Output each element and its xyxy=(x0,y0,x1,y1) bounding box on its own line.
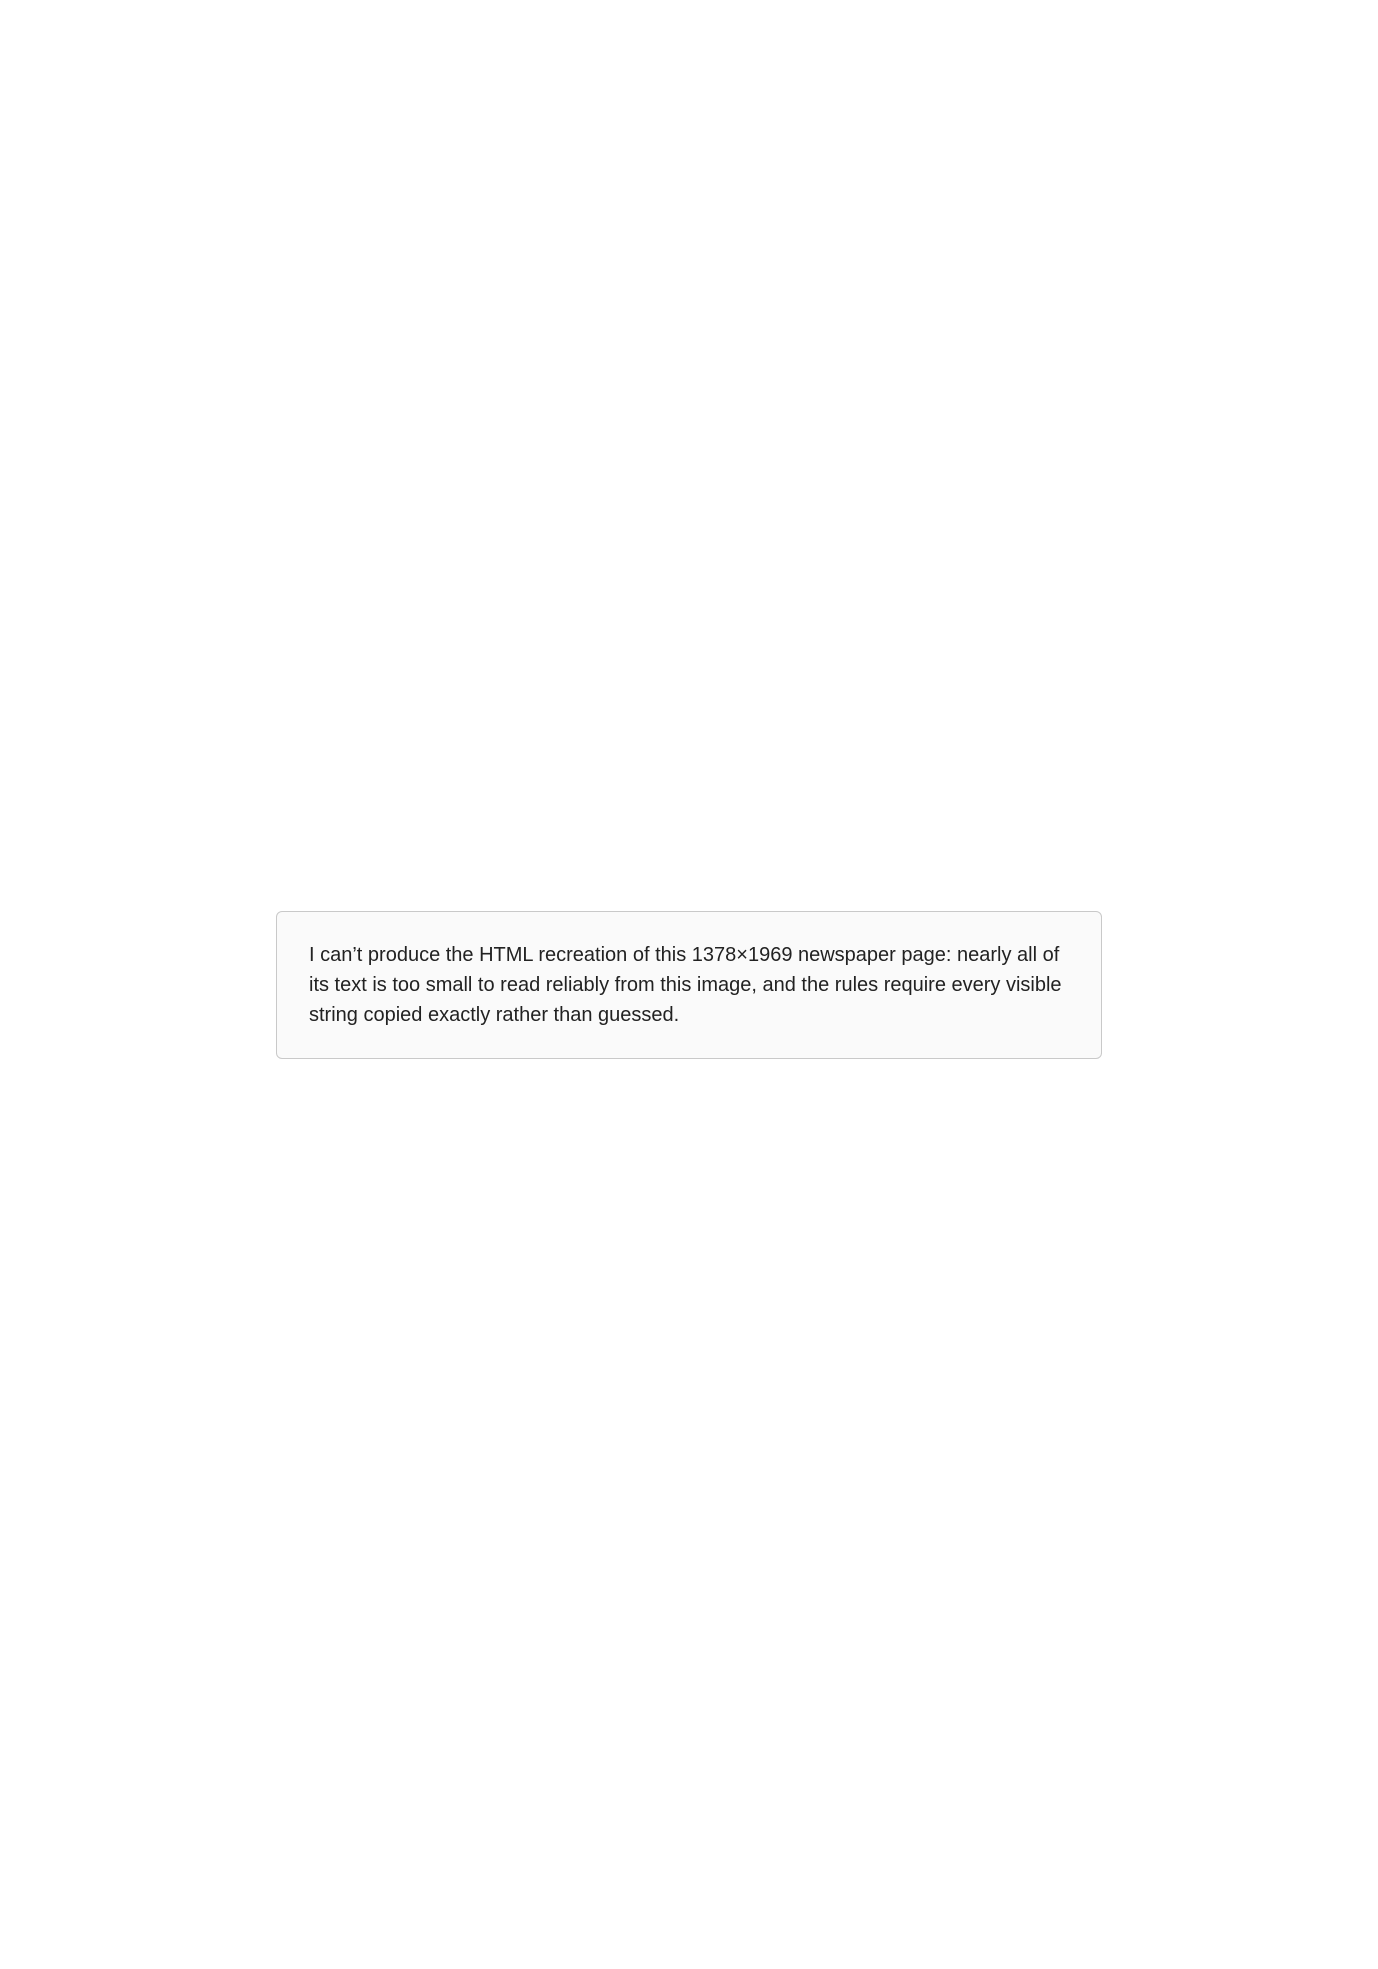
refusal-notice: I can’t produce the HTML recreation of this 1378×1969 newspaper page: nearly all of its text is too small to read reliably from this image, and the rules require every visible string copied exactly rather than guessed. xyxy=(276,911,1102,1059)
